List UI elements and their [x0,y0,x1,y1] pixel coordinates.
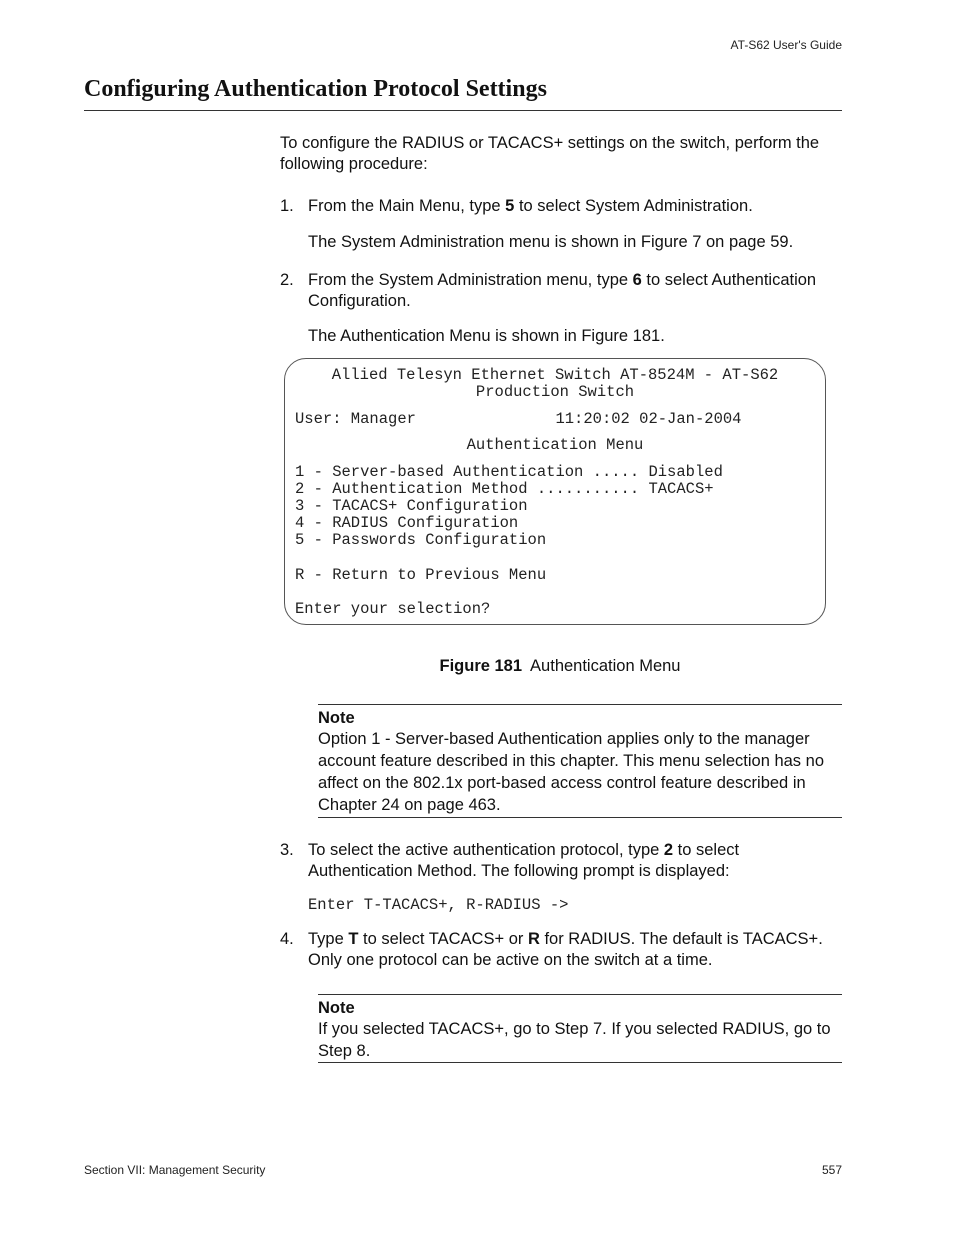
tacacs-radius-prompt: Enter T-TACACS+, R-RADIUS -> [308,896,569,914]
step-1 [280,196,840,217]
key-2: 2 [663,841,674,859]
terminal-menu-title: Authentication Menu [466,436,644,454]
terminal-user-line: User: Manager 11:20:02 02-Jan-2004 [295,410,742,428]
step-number: 1. [280,197,294,215]
menu-item: 4 - RADIUS Configuration [295,514,519,532]
step-text: From the Main Menu, type 5 to select System Administration. [308,197,753,215]
terminal-prompt: Enter your selection? [295,600,491,618]
step-number: 4. [280,930,294,948]
figure-caption-text: Authentication Menu [530,657,681,675]
note-text: Option 1 - Server-based Authentication applies only to the manager account feature described in this chapter. This menu selection has no affect on the 802.1x port-based access control feature described in Chapter 24 on page 463. [318,730,824,814]
step-number: 2. [280,271,294,289]
step-3 [280,840,840,882]
page-number: 557 [821,1163,842,1177]
step-text: To select the active authentication protocol, type 2 to select Authentication Method. The following prompt is displayed: [308,841,740,880]
step-number: 3. [280,841,294,859]
note-box [318,704,842,818]
figure-label: Figure 181 [439,657,523,675]
key-5: 5 [505,197,515,215]
step-text: Type T to select TACACS+ or R for RADIUS. The default is TACACS+. Only one protocol can be active on the switch at a time. [308,930,823,969]
intro-paragraph: To configure the RADIUS or TACACS+ settings on the switch, perform the following procedure: [280,134,820,173]
step-4 [280,929,840,971]
note-heading: Note [318,709,355,727]
page-title: Configuring Authentication Protocol Settings [84,76,547,102]
key-t: T [348,930,359,948]
footer-section: Section VII: Management Security [84,1163,266,1177]
step-2-result: The Authentication Menu is shown in Figure 181. [308,327,665,345]
terminal-screen [284,358,826,625]
title-rule [84,110,842,111]
key-6: 6 [632,271,642,289]
figure-caption [280,657,840,676]
step-1-result: The System Administration menu is shown in Figure 7 on page 59. [308,233,794,251]
step-text: From the System Administration menu, type 6 to select Authentication Configuration. [308,271,817,310]
menu-item: 3 - TACACS+ Configuration [295,497,528,515]
menu-item: 1 - Server-based Authentication ..... Disabled [295,463,723,481]
note-text: If you selected TACACS+, go to Step 7. If you selected RADIUS, go to Step 8. [318,1020,831,1060]
terminal-banner: Allied Telesyn Ethernet Switch AT-8524M - AT-S62 [331,366,779,384]
key-r: R [527,930,540,948]
note-box [318,994,842,1063]
menu-item: 5 - Passwords Configuration [295,531,547,549]
menu-item: 2 - Authentication Method ........... TACACS+ [295,480,714,498]
running-header: AT-S62 User's Guide [730,38,842,52]
note-heading: Note [318,999,355,1017]
step-2 [280,270,840,312]
menu-item-return: R - Return to Previous Menu [295,566,547,584]
terminal-banner-sub: Production Switch [475,383,635,401]
